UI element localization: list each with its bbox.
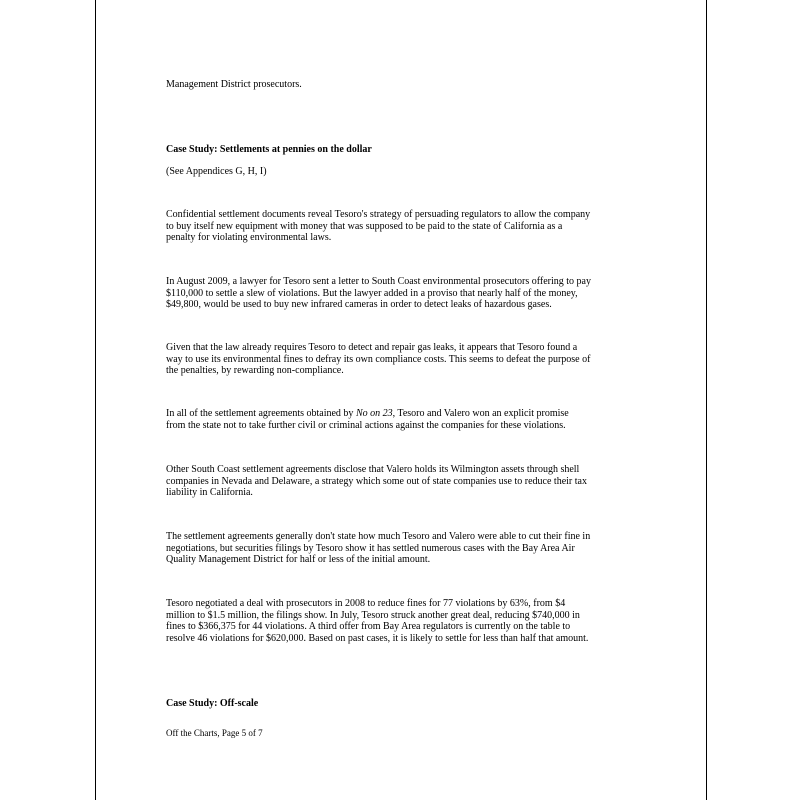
appendices-reference: (See Appendices G, H, I) xyxy=(166,166,267,177)
text-line: In August 2009, a lawyer for Tesoro sent a letter to South Coast environmental prosecutors offering to pay xyxy=(166,276,591,287)
text-line: penalty for violating environmental laws. xyxy=(166,232,332,243)
text-line xyxy=(166,408,646,420)
text-line: Tesoro negotiated a deal with prosecutors in 2008 to reduce fines for 77 violations by 63%, from $4 xyxy=(166,598,566,609)
campaign-name-italic: No on 23 xyxy=(355,408,393,419)
text-line: the penalties, by rewarding non-compliance. xyxy=(166,365,344,376)
text-line: $110,000 to settle a slew of violations. But the lawyer added in a proviso that nearly half of the money, xyxy=(166,287,578,299)
paragraph-negotiated-deals xyxy=(166,598,646,644)
text-line: to buy itself new equipment with money that was supposed to be paid to the state of California as a xyxy=(166,220,563,232)
text-line: Confidential settlement documents reveal Tesoro's strategy of persuading regulators to allow the company xyxy=(166,209,591,220)
text-segment: In all of the settlement agreements obtained by xyxy=(166,408,356,419)
section-heading-settlements: Case Study: Settlements at pennies on the dollar xyxy=(166,144,372,155)
page-footer: Off the Charts, Page 5 of 7 xyxy=(166,728,263,738)
text-line: Quality Management District for half or less of the initial amount. xyxy=(166,554,431,565)
text-line: companies in Nevada and Delaware, a strategy which some out of state companies use to reduce their tax xyxy=(166,475,587,487)
text-line: from the state not to take further civil or criminal actions against the companies for these violations. xyxy=(166,419,566,431)
document-page xyxy=(95,0,707,800)
section-heading-off-scale: Case Study: Off-scale xyxy=(166,698,259,709)
text-line: resolve 46 violations for $620,000. Based on past cases, it is likely to settle for less than half that amount. xyxy=(166,632,589,644)
text-line: liability in California. xyxy=(166,487,253,498)
text-line: Given that the law already requires Tesoro to detect and repair gas leaks, it appears that Tesoro found a xyxy=(166,342,578,353)
text-line: Other South Coast settlement agreements disclose that Valero holds its Wilmington assets through shell xyxy=(166,464,580,475)
paragraph-securities-filings xyxy=(166,531,646,566)
paragraph-explicit-promise xyxy=(166,408,646,431)
text-line: fines to $366,375 for 44 violations. A third offer from Bay Area regulators is currently on the table to xyxy=(166,621,571,632)
paragraph-compliance-costs xyxy=(166,342,646,377)
intro-line: Management District prosecutors. xyxy=(166,79,302,90)
paragraph-shell-companies xyxy=(166,464,646,499)
text-line: $49,800, would be used to buy new infrared cameras in order to detect leaks of hazardous gases. xyxy=(166,299,552,310)
text-line: The settlement agreements generally don't state how much Tesoro and Valero were able to cut their fine in xyxy=(166,531,591,542)
paragraph-confidential-settlement xyxy=(166,209,646,244)
text-line: negotiations, but securities filings by Tesoro show it has settled numerous cases with the Bay Area Air xyxy=(166,542,575,554)
text-segment: , Tesoro and Valero won an explicit promise xyxy=(392,408,569,419)
text-line: million to $1.5 million, the filings show. In July, Tesoro struck another great deal, reducing $740,000 in xyxy=(166,609,580,621)
text-line: way to use its environmental fines to defray its own compliance costs. This seems to defeat the purpose of xyxy=(166,353,591,365)
paragraph-august-2009-letter xyxy=(166,276,646,311)
